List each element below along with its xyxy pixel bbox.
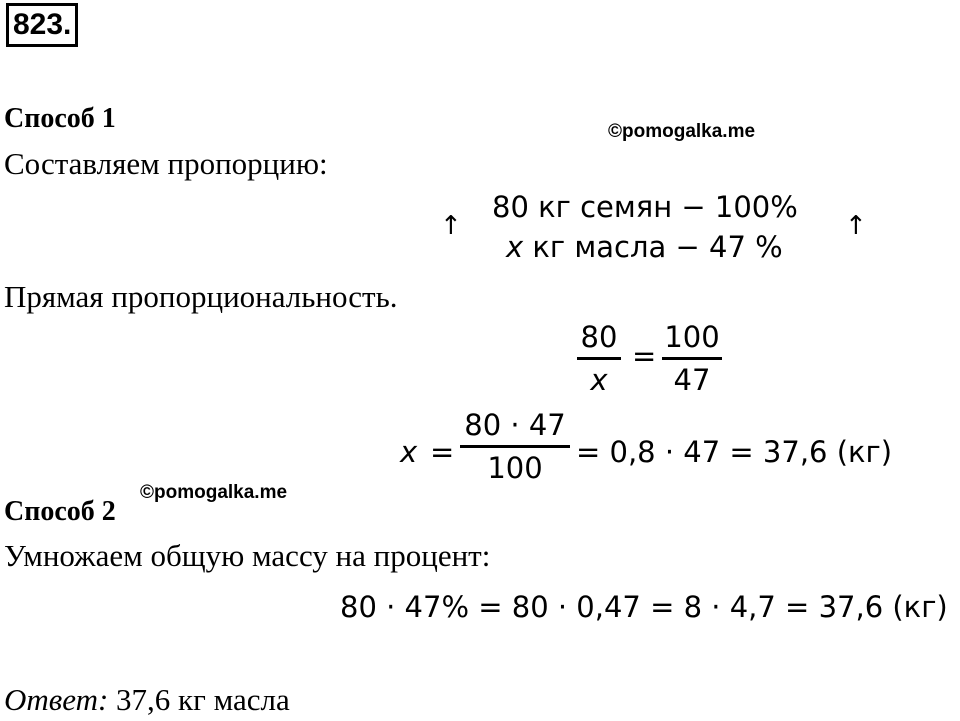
fraction-denominator: 100: [487, 451, 543, 485]
fraction-denominator: x: [590, 363, 608, 397]
fraction-numerator: 80: [580, 320, 618, 354]
method1-intro: Составляем пропорцию:: [4, 146, 328, 181]
method2-equation: 80 · 47% = 80 · 0,47 = 8 · 4,7 = 37,6 (кг): [340, 590, 948, 624]
equals-sign: =: [632, 339, 657, 373]
method2-heading: Способ 2: [4, 496, 116, 527]
fraction-numerator: 80 · 47: [464, 408, 566, 442]
fraction-100-over-47: [662, 317, 722, 400]
watermark-bottom: ©pomogalka.me: [140, 482, 288, 503]
variable-x: x: [400, 435, 418, 469]
fraction-80x47-over-100: [460, 405, 570, 488]
answer: [4, 682, 290, 718]
answer-text: 37,6 кг масла: [108, 682, 290, 717]
up-arrow-icon-left: ↑: [440, 211, 462, 241]
fraction-denominator: 47: [673, 363, 711, 397]
result-equation: = 0,8 · 47 = 37,6 (кг): [576, 435, 893, 469]
proportion-row-1: 80 кг семян − 100%: [492, 190, 798, 224]
proportion-row-2-text: кг масла − 47 %: [523, 230, 783, 264]
method1-relation: Прямая пропорциональность.: [4, 279, 398, 314]
up-arrow-icon-right: ↑: [845, 211, 867, 241]
variable-x: x: [506, 230, 524, 264]
watermark-top: ©pomogalka.me: [608, 121, 756, 142]
proportion-row-2: [506, 230, 783, 264]
task-number: 823.: [6, 3, 78, 47]
method1-heading: Способ 1: [4, 103, 116, 134]
equals-sign: =: [430, 435, 455, 469]
fraction-80-over-x: [577, 317, 621, 400]
method2-intro: Умножаем общую массу на процент:: [4, 538, 491, 573]
answer-label: Ответ:: [4, 682, 109, 717]
fraction-numerator: 100: [664, 320, 720, 354]
